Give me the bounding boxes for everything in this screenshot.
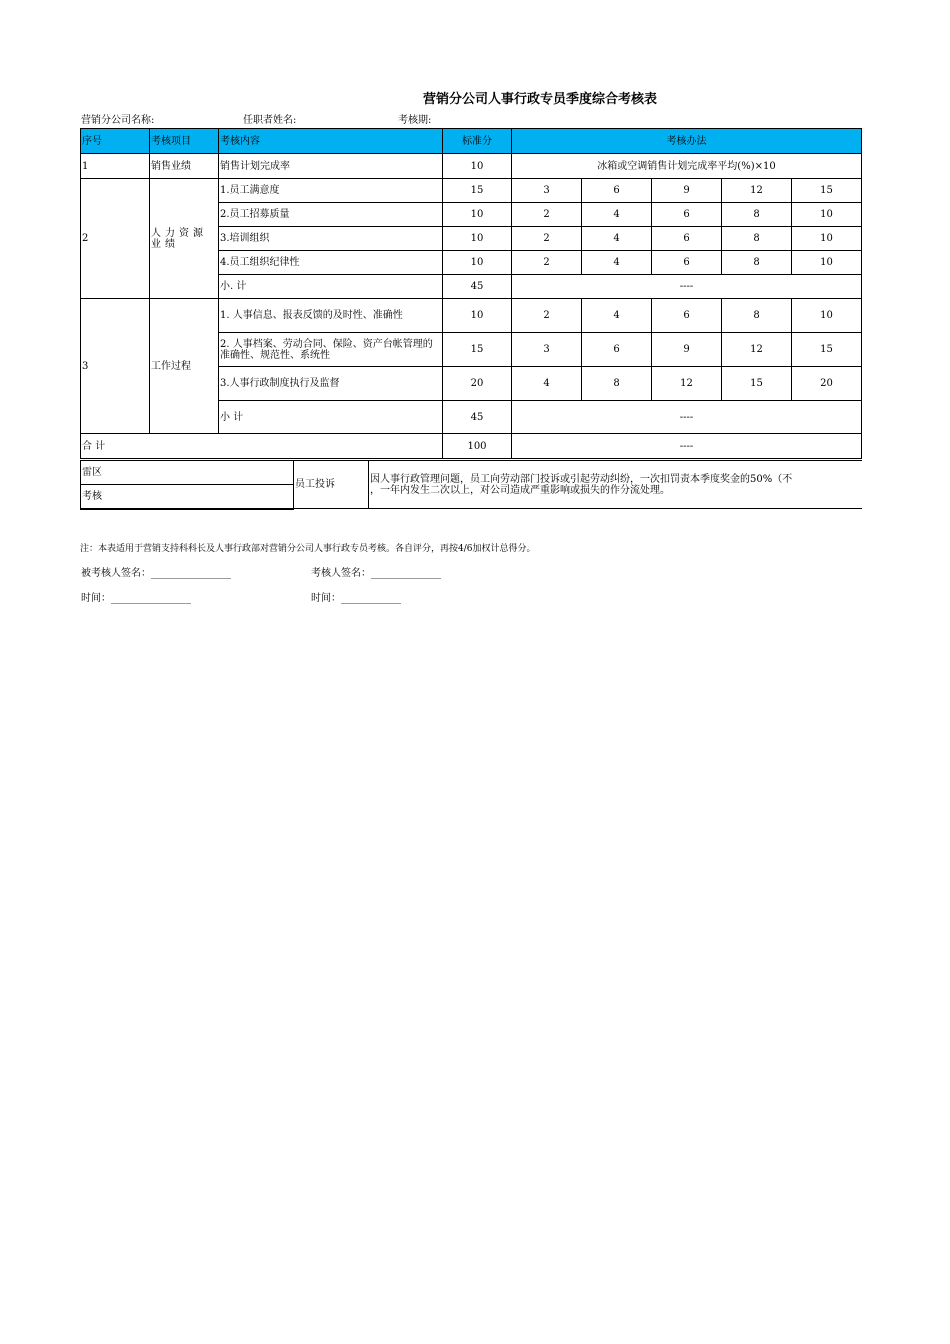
assessor-date-label: 时间： xyxy=(311,593,341,604)
row-content: 4.员工组织纪律性 xyxy=(219,251,443,275)
complaint-text xyxy=(369,461,862,509)
score-cell: 10 xyxy=(792,251,862,275)
header-content: 考核内容 xyxy=(219,129,443,154)
zone-label: 雷区 xyxy=(81,461,294,485)
score-cell: 3 xyxy=(512,179,582,203)
assessee-date xyxy=(81,589,191,604)
subtotal-score: 45 xyxy=(443,275,512,299)
score-cell: 2 xyxy=(512,299,582,333)
row-standard-score: 10 xyxy=(443,203,512,227)
score-cell: 12 xyxy=(722,333,792,367)
row-item: 销售业绩 xyxy=(150,154,219,179)
score-cell: 4 xyxy=(582,299,652,333)
score-cell: 10 xyxy=(792,299,862,333)
score-cell: 3 xyxy=(512,333,582,367)
score-cell: 8 xyxy=(722,299,792,333)
score-cell: 6 xyxy=(652,203,722,227)
assessee-signature-line: ________________ xyxy=(151,568,231,579)
assessor-signature xyxy=(311,564,441,579)
assessor-signature-label: 考核人签名： xyxy=(311,568,371,579)
row-content: 销售计划完成率 xyxy=(219,154,443,179)
group-item: 工作过程 xyxy=(150,299,219,434)
row-seq: 1 xyxy=(81,154,150,179)
score-cell: 2 xyxy=(512,227,582,251)
employee-name-label: 任职者姓名: xyxy=(243,115,297,126)
complaint-label: 员工投诉 xyxy=(294,461,369,509)
complaint-line-1: 因人事行政管理问题，员工向劳动部门投诉或引起劳动纠纷，一次扣罚责本季度奖金的50%（不 xyxy=(370,473,793,485)
table-note: 注：本表适用于营销支持科科长及人事行政部对营销分公司人事行政专员考核。各自评分，再按4/6加权计总得分。 xyxy=(80,544,536,554)
row-content: 1.员工满意度 xyxy=(219,179,443,203)
table-row xyxy=(81,299,862,333)
row-standard-score: 15 xyxy=(443,179,512,203)
assessor-date xyxy=(311,589,401,604)
score-cell: 6 xyxy=(582,333,652,367)
assessee-signature xyxy=(81,564,231,579)
group-seq: 3 xyxy=(81,299,150,434)
header-standard-score: 标准分 xyxy=(443,129,512,154)
score-cell: 12 xyxy=(652,367,722,401)
row-standard-score: 10 xyxy=(443,154,512,179)
header-seq: 序号 xyxy=(81,129,150,154)
score-cell: 8 xyxy=(722,203,792,227)
assessor-signature-line: ______________ xyxy=(371,568,441,579)
score-cell: 6 xyxy=(652,299,722,333)
subtotal-score: 45 xyxy=(443,401,512,434)
score-cell: 9 xyxy=(652,179,722,203)
score-cell: 12 xyxy=(722,179,792,203)
assess-label: 考核 xyxy=(81,485,294,509)
score-cell: 9 xyxy=(652,333,722,367)
header-method: 考核办法 xyxy=(512,129,862,154)
assessor-date-line: ____________ xyxy=(341,593,401,604)
penalty-table xyxy=(80,460,862,510)
score-cell: 4 xyxy=(582,251,652,275)
score-cell: 15 xyxy=(792,333,862,367)
score-cell: 10 xyxy=(792,203,862,227)
score-cell: 8 xyxy=(722,251,792,275)
assessee-signature-label: 被考核人签名： xyxy=(81,568,151,579)
table-row xyxy=(81,461,862,485)
row-standard-score: 10 xyxy=(443,227,512,251)
row-content: 3.培训组织 xyxy=(219,227,443,251)
row-content: 2. 人事档案、劳动合同、保险、资产台帐管理的准确性、规范性、系统性 xyxy=(219,333,443,367)
score-cell: 2 xyxy=(512,251,582,275)
score-cell: 6 xyxy=(582,179,652,203)
row-method: 冰箱或空调销售计划完成率平均(%)×10 xyxy=(512,154,862,179)
row-standard-score: 15 xyxy=(443,333,512,367)
score-cell: 10 xyxy=(792,227,862,251)
score-cell: 6 xyxy=(652,251,722,275)
score-cell: 4 xyxy=(512,367,582,401)
table-row xyxy=(81,154,862,179)
subtotal-method: ---- xyxy=(512,275,862,299)
score-cell: 6 xyxy=(652,227,722,251)
score-cell: 15 xyxy=(722,367,792,401)
total-row xyxy=(81,434,862,459)
score-cell: 4 xyxy=(582,203,652,227)
total-label: 合 计 xyxy=(81,434,443,459)
assessee-date-line: ________________ xyxy=(111,593,191,604)
row-standard-score: 20 xyxy=(443,367,512,401)
assessment-period-label: 考核期: xyxy=(398,115,432,126)
group-item: 人力资源业绩 xyxy=(150,179,219,299)
company-name-label: 营销分公司名称: xyxy=(81,115,155,126)
score-cell: 4 xyxy=(582,227,652,251)
subtotal-label: 小. 计 xyxy=(219,275,443,299)
assessee-date-label: 时间： xyxy=(81,593,111,604)
score-cell: 8 xyxy=(722,227,792,251)
assessment-table xyxy=(80,128,862,459)
row-content: 3.人事行政制度执行及监督 xyxy=(219,367,443,401)
row-standard-score: 10 xyxy=(443,299,512,333)
complaint-line-2: ，一年内发生二次以上，对公司造成严重影响或损失的作分流处理。 xyxy=(370,484,670,496)
page-title: 营销分公司人事行政专员季度综合考核表 xyxy=(422,92,657,107)
total-method: ---- xyxy=(512,434,862,459)
row-content: 1. 人事信息、报表反馈的及时性、准确性 xyxy=(219,299,443,333)
total-score: 100 xyxy=(443,434,512,459)
subtotal-label: 小 计 xyxy=(219,401,443,434)
score-cell: 15 xyxy=(792,179,862,203)
table-header-row xyxy=(81,129,862,154)
score-cell: 8 xyxy=(582,367,652,401)
header-item: 考核项目 xyxy=(150,129,219,154)
subtotal-method: ---- xyxy=(512,401,862,434)
table-row xyxy=(81,179,862,203)
score-cell: 20 xyxy=(792,367,862,401)
row-content: 2.员工招募质量 xyxy=(219,203,443,227)
row-standard-score: 10 xyxy=(443,251,512,275)
group-seq: 2 xyxy=(81,179,150,299)
score-cell: 2 xyxy=(512,203,582,227)
